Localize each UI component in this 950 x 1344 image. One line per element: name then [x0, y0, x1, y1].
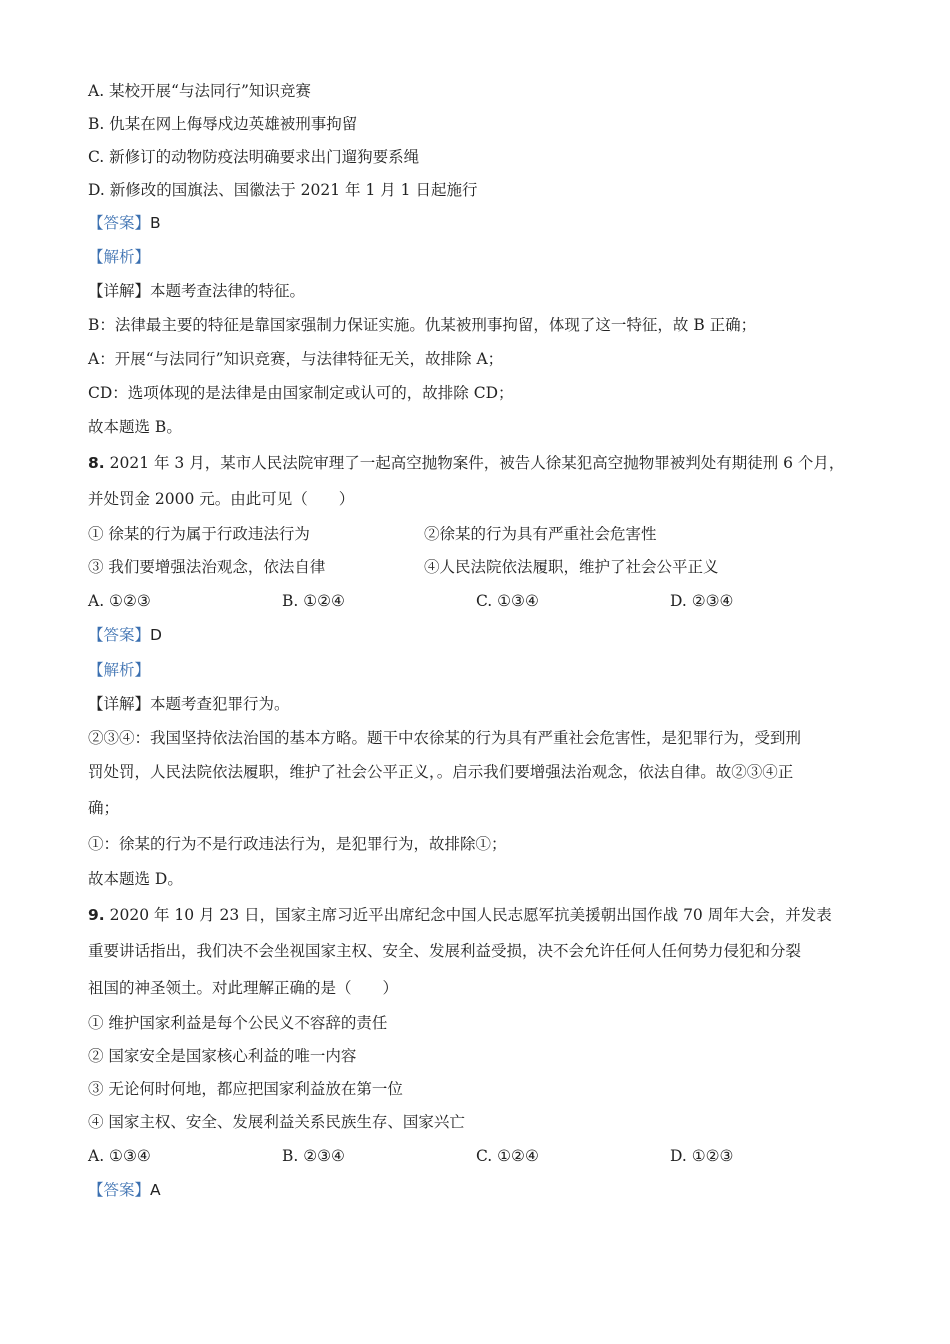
q7-explanation-line: 故本题选 B。 — [88, 418, 182, 436]
q9-choice-d: D. ①②③ — [670, 1147, 734, 1165]
stem-text: 2021 年 3 月，某市人民法院审理了一起高空抛物案件，被告人徐某犯高空抛物罪被判处有期徒刑 6 个月， — [104, 454, 845, 472]
q7-explanation-line: A：开展“与法同行”知识竞赛，与法律特征无关，故排除 A； — [88, 350, 504, 368]
answer-tag: 【答案】 — [88, 214, 151, 232]
q7-option-d: D. 新修改的国旗法、国徽法于 2021 年 1 月 1 日起施行 — [88, 181, 478, 199]
q8-analysis — [88, 659, 150, 681]
q9-choice-b: B. ②③④ — [282, 1147, 345, 1165]
q7-answer — [88, 212, 161, 234]
q7-analysis — [88, 246, 150, 268]
answer-tag: 【答案】 — [88, 626, 151, 644]
q9-item-2: ② 国家安全是国家核心利益的唯一内容 — [88, 1047, 357, 1065]
question-number: 8. — [88, 454, 105, 472]
detail-text: 本题考查法律的特征。 — [150, 282, 306, 300]
q9-stem-cont: 重要讲话指出，我们决不会坐视国家主权、安全、发展利益受损，决不会允许任何人任何势力侵犯和分裂 — [88, 942, 802, 960]
q9-stem — [88, 904, 832, 926]
q8-explanation-line: 故本题选 D。 — [88, 870, 183, 888]
q7-option-b: B. 仇某在网上侮辱戍边英雄被刑事拘留 — [88, 115, 358, 133]
q8-stem — [88, 452, 844, 474]
q8-choice-b: B. ①②④ — [282, 592, 345, 610]
q8-explanation-line: ②③④：我国坚持依法治国的基本方略。题干中农徐某的行为具有严重社会危害性，是犯罪行为，受到刑 — [88, 729, 802, 747]
detail-text: 本题考查犯罪行为。 — [150, 695, 290, 713]
q7-detail — [88, 280, 305, 302]
q9-item-4: ④ 国家主权、安全、发展利益关系民族生存、国家兴亡 — [88, 1113, 465, 1131]
answer-value: A — [150, 1181, 161, 1199]
q9-item-3: ③ 无论何时何地，都应把国家利益放在第一位 — [88, 1080, 403, 1098]
q7-explanation-line: CD：选项体现的是法律是由国家制定或认可的，故排除 CD； — [88, 384, 514, 402]
answer-value: B — [150, 214, 161, 232]
q8-detail — [88, 693, 290, 715]
q7-option-a: A. 某校开展“与法同行”知识竞赛 — [88, 82, 311, 100]
q7-option-c: C. 新修订的动物防疫法明确要求出门遛狗要系绳 — [88, 148, 420, 166]
q9-choice-c: C. ①②④ — [476, 1147, 539, 1165]
q8-item-4: ④人民法院依法履职，维护了社会公平正义 — [424, 558, 719, 576]
analysis-tag: 【解析】 — [88, 248, 151, 266]
answer-value: D — [150, 626, 162, 644]
q9-choice-a: A. ①③④ — [88, 1147, 151, 1165]
question-number: 9. — [88, 906, 105, 924]
q9-stem-cont: 祖国的神圣领土。对此理解正确的是（ ） — [88, 979, 399, 997]
q8-stem-cont: 并处罚金 2000 元。由此可见（ ） — [88, 490, 355, 508]
q8-explanation-line: ①：徐某的行为不是行政违法行为，是犯罪行为，故排除①； — [88, 835, 507, 853]
q9-item-1: ① 维护国家利益是每个公民义不容辞的责任 — [88, 1014, 388, 1032]
q8-item-1: ① 徐某的行为属于行政违法行为 — [88, 525, 310, 543]
q8-explanation-line: 确； — [88, 799, 120, 817]
answer-tag: 【答案】 — [88, 1181, 151, 1199]
q8-choice-c: C. ①③④ — [476, 592, 539, 610]
detail-tag: 【详解】 — [88, 695, 151, 713]
q8-explanation-line: 罚处罚，人民法院依法履职，维护了社会公平正义，。启示我们要增强法治观念，依法自律。故②③④正 — [88, 763, 794, 781]
q8-item-2: ②徐某的行为具有严重社会危害性 — [424, 525, 657, 543]
q8-choice-d: D. ②③④ — [670, 592, 734, 610]
q9-answer — [88, 1179, 161, 1201]
q8-item-3: ③ 我们要增强法治观念，依法自律 — [88, 558, 326, 576]
q8-choice-a: A. ①②③ — [88, 592, 151, 610]
q7-explanation-line: B：法律最主要的特征是靠国家强制力保证实施。仇某被刑事拘留，体现了这一特征，故 B 正确； — [88, 316, 757, 334]
stem-text: 2020 年 10 月 23 日，国家主席习近平出席纪念中国人民志愿军抗美援朝出国作战 70 周年大会，并发表 — [104, 906, 832, 924]
detail-tag: 【详解】 — [88, 282, 151, 300]
q8-answer — [88, 624, 162, 646]
analysis-tag: 【解析】 — [88, 661, 151, 679]
